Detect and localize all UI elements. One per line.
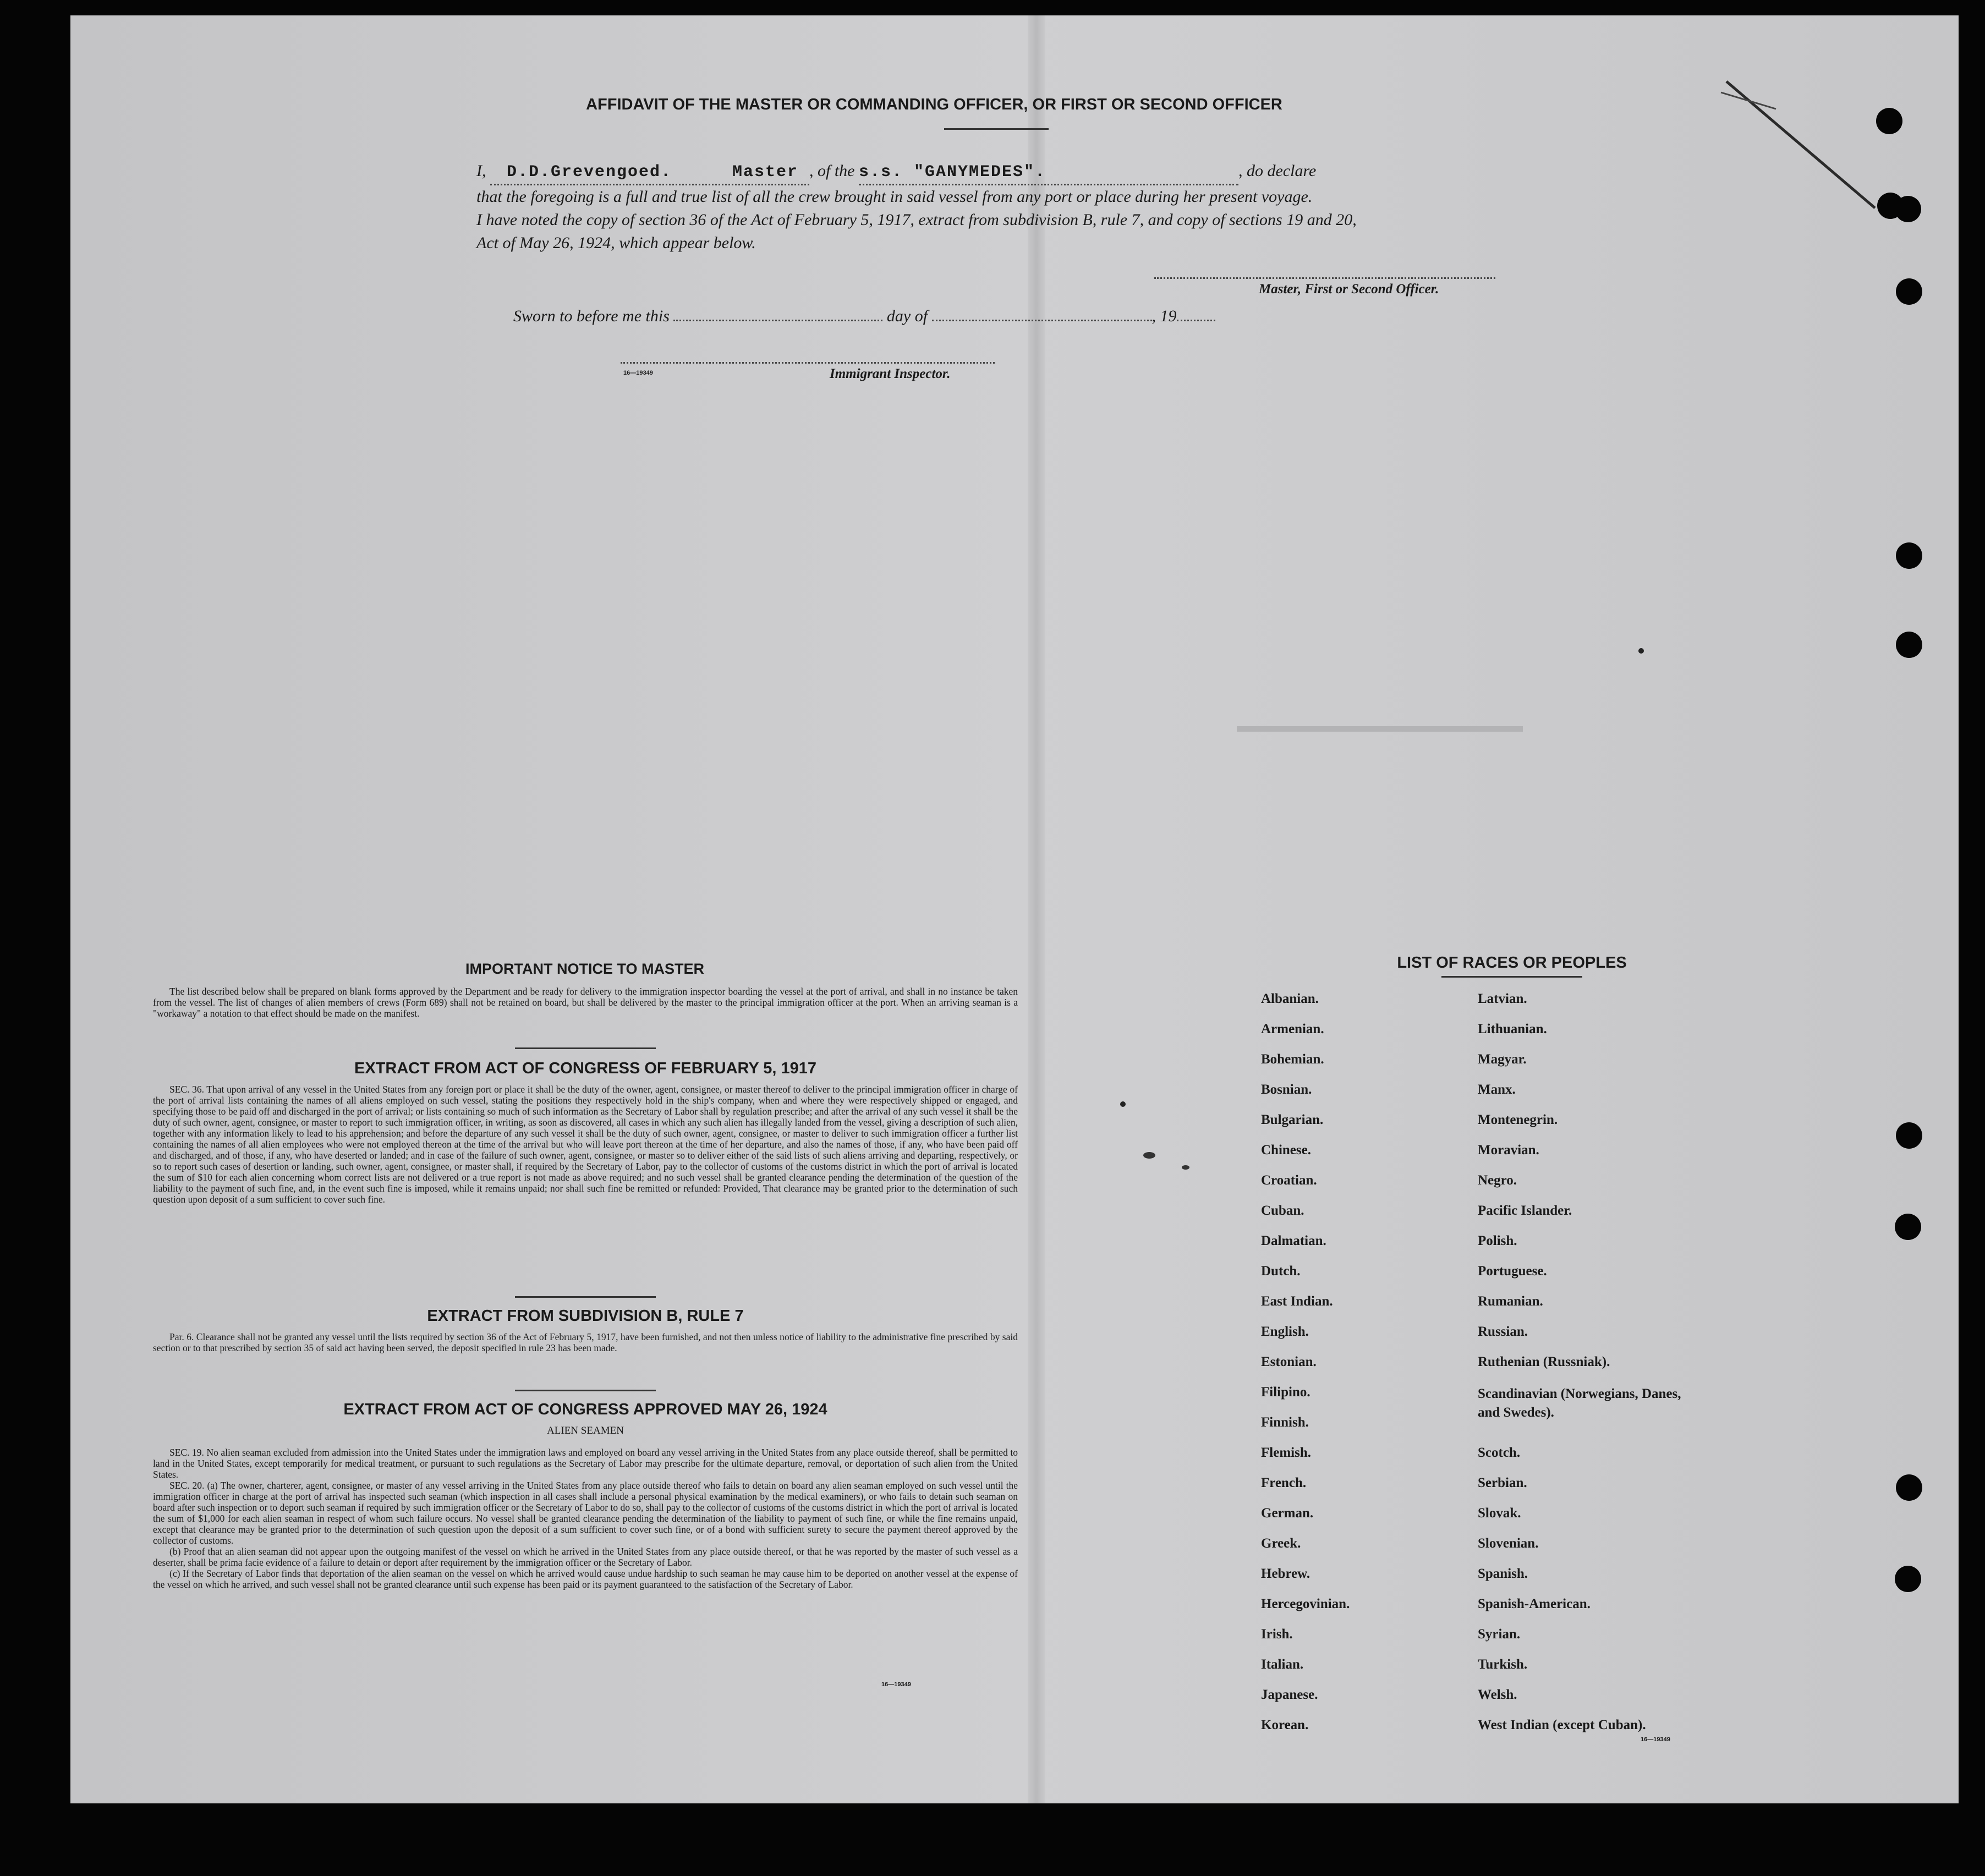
- year-label: , 19: [1151, 307, 1177, 325]
- punch-hole: [1895, 1566, 1921, 1592]
- of-the-label: , of the: [809, 162, 855, 180]
- races-title: LIST OF RACES OR PEOPLES: [1397, 954, 1627, 972]
- race-item: Latvian.: [1478, 991, 1527, 1006]
- race-item: Dalmatian.: [1261, 1233, 1326, 1248]
- sec-20c-text: (c) If the Secretary of Labor finds that deportation of the alien seaman on the vessel on which he arrived would cause undue hardship to such seaman he may cause him to be deported on another vessel at the expense of the vessel on which he arrived, and such vessel shall not be granted clearance until such expense has been paid or its payment guaranteed to the satisfaction of the Secretary of Labor.: [153, 1568, 1018, 1590]
- race-item: Serbian.: [1478, 1475, 1527, 1490]
- faded-mark: [1237, 726, 1523, 732]
- punch-hole: [1896, 542, 1922, 569]
- race-item: Hercegovinian.: [1261, 1597, 1350, 1611]
- rule-7-block: [153, 1331, 1018, 1353]
- race-item: Albanian.: [1261, 991, 1319, 1006]
- alien-seamen-subtitle: ALIEN SEAMEN: [547, 1425, 624, 1436]
- race-item: Scotch.: [1478, 1445, 1521, 1460]
- race-item: German.: [1261, 1506, 1314, 1521]
- race-item: Chinese.: [1261, 1143, 1311, 1158]
- sec-36-text: SEC. 36. That upon arrival of any vessel in the United States from any foreign port or place it shall be the duty of the owner, agent, consignee, or master thereof to deliver to the principal immigration officer in charge of the port of arrival lists containing the names of all aliens employed on such vessel, stating the positions they respectively hold in the ship's company, when and where they were respectively shipped or engaged, and specifying those to be paid off and discharged in the port of arrival; or lists containing so much of such information as the Secretary of Labor shall by regulation prescribe; and after the arrival of any such vessel it shall be the duty of such owner, agent, consignee, or master to report to such immigration officer, in writing, as soon as discovered, all cases in which any such alien has illegally landed from the vessel, giving a description of such alien, together with any information likely to lead to his apprehension; and before the departure of any such vessel it shall be the duty of such owner, agent, consignee, or master to deliver to such immigration officer a further list containing the names of all alien employees who were not employed thereon at the time of the arrival but who will leave port thereon at the time of her departure, and also the names of those, if any, who have been paid off and discharged, and of those, if any, who have deserted or landed; and in case of the failure of such owner, agent, consignee, or master so to deliver either of the said lists of such aliens arriving and departing, respectively, or so to report such cases of desertion or landing, such owner, agent, consignee, or master shall, if required by the Secretary of Labor, pay to the collector of customs of the customs district in which the port of arrival is located the sum of $10 for each alien concerning whom correct lists are not delivered or a true report is not made as above required; and no such vessel shall be granted clearance pending the determination of the question of the liability to the payment of such fine, and, in the event such fine is imposed, while it remains unpaid; nor shall such fine be remitted or refunded: Provided, That clearance may be granted prior to the determination of such question upon deposit of a sum sufficient to cover such fine.: [153, 1084, 1018, 1205]
- race-item: West Indian (except Cuban).: [1478, 1718, 1646, 1732]
- inspector-caption: Immigrant Inspector.: [830, 366, 951, 381]
- notice-text-block: [153, 986, 1018, 1019]
- affidavit-title: AFFIDAVIT OF THE MASTER OR COMMANDING OFFICER, OR FIRST OR SECOND OFFICER: [586, 96, 1282, 113]
- race-item: Hebrew.: [1261, 1566, 1310, 1581]
- race-item: Armenian.: [1261, 1022, 1324, 1036]
- sec-20a-text: SEC. 20. (a) The owner, charterer, agent, consignee, or master of any vessel arriving in the United States from any place outside thereof who fails to detain on board any alien seaman employed on such vessel until the immigration officer in charge at the port of arrival has inspected such seaman (which inspection in all cases shall include a personal physical examination by the medical examiners), or who fails to detain such seaman on board after such inspection or to deport such seaman if required by such immigration officer or the Secretary of Labor to do so, shall pay to the collector of customs of the customs district in which the port of arrival is located the sum of $1,000 for each alien seaman in respect of whom such failure occurs. No vessel shall be granted clearance pending the determination of the liability to payment of such fine, or while the fine remains unpaid, except that clearance may be granted prior to the determination of such question upon the deposit of a sum sufficient to cover such fine, or of a bond with sufficient surety to secure the payment thereof approved by the collector of customs.: [153, 1480, 1018, 1546]
- form-number: 16—19349: [623, 370, 653, 376]
- race-item: Croatian.: [1261, 1173, 1317, 1188]
- signature-caption: Master, First or Second Officer.: [1259, 282, 1439, 297]
- race-item: Lithuanian.: [1478, 1022, 1547, 1036]
- affidavit-line-2: that the foregoing is a full and true list of all the crew brought in said vessel from any port or place during her present voyage.: [476, 188, 1313, 206]
- do-declare-label: , do declare: [1238, 162, 1317, 180]
- divider: [515, 1047, 656, 1049]
- race-item: Syrian.: [1478, 1627, 1521, 1642]
- race-item: Welsh.: [1478, 1687, 1517, 1702]
- race-item: Filipino.: [1261, 1385, 1310, 1400]
- race-item: Polish.: [1478, 1233, 1517, 1248]
- race-item: Portuguese.: [1478, 1264, 1547, 1279]
- race-item: Korean.: [1261, 1718, 1309, 1732]
- sworn-day-field: [673, 320, 882, 321]
- sworn-month-field: [932, 320, 1152, 321]
- punch-hole: [1895, 1214, 1921, 1240]
- race-item: Irish.: [1261, 1627, 1293, 1642]
- divider: [515, 1296, 656, 1298]
- divider: [944, 128, 1049, 130]
- ink-speck: [1120, 1101, 1126, 1107]
- race-item: Magyar.: [1478, 1052, 1527, 1067]
- form-number: 16—19349: [881, 1681, 911, 1688]
- vessel-name-value: s.s. "GANYMEDES".: [859, 163, 1046, 182]
- race-item: Cuban.: [1261, 1203, 1304, 1218]
- affidavit-body: [476, 160, 1522, 255]
- race-item: Finnish.: [1261, 1415, 1309, 1430]
- notice-text: The list described below shall be prepared on blank forms approved by the Department and be ready for delivery to the immigration inspector boarding the vessel at the port of arrival, and shall in no instance be taken from the vessel. The list of changes of alien members of crews (Form 689) shall not be retained on board, but shall be delivered by the master to the principal immigration officer at the port. When an arriving seaman is a "workaway" a notation to that effect should be made on the manifest.: [153, 986, 1018, 1019]
- sworn-label: Sworn to before me this: [513, 307, 670, 325]
- punch-hole: [1896, 278, 1922, 305]
- crease-mark: [1710, 59, 1886, 224]
- rule-7-title: EXTRACT FROM SUBDIVISION B, RULE 7: [427, 1307, 744, 1325]
- sworn-year-field: [1177, 320, 1215, 321]
- race-item: Bohemian.: [1261, 1052, 1324, 1067]
- extract-1924-title: EXTRACT FROM ACT OF CONGRESS APPROVED MAY 26, 1924: [343, 1401, 827, 1418]
- punch-hole: [1896, 1474, 1922, 1501]
- punch-hole: [1896, 632, 1922, 658]
- page-fold: [1028, 15, 1045, 1803]
- race-item: Turkish.: [1478, 1657, 1528, 1672]
- race-item: Ruthenian (Russniak).: [1478, 1354, 1610, 1369]
- ink-speck: [1638, 648, 1644, 654]
- punch-hole: [1895, 196, 1921, 222]
- race-item: Spanish-American.: [1478, 1597, 1591, 1611]
- extract-1924-block: [153, 1447, 1018, 1590]
- race-item: Russian.: [1478, 1324, 1528, 1339]
- affidavit-line-3: I have noted the copy of section 36 of the Act of February 5, 1917, extract from subdivision B, rule 7, and copy of sections 19 and 20,: [476, 211, 1357, 229]
- race-item: French.: [1261, 1475, 1307, 1490]
- race-item: Rumanian.: [1478, 1294, 1543, 1309]
- ink-speck: [1182, 1165, 1189, 1170]
- master-rank-value: Master: [732, 163, 799, 182]
- race-item: Bulgarian.: [1261, 1112, 1324, 1127]
- divider: [515, 1390, 656, 1391]
- race-item: Greek.: [1261, 1536, 1301, 1551]
- race-item: Moravian.: [1478, 1143, 1539, 1158]
- race-item: Scandinavian (Norwegians, Danes, and Swedes).: [1478, 1386, 1681, 1420]
- extract-1917-block: [153, 1084, 1018, 1205]
- ink-speck: [1143, 1152, 1155, 1159]
- extract-1917-title: EXTRACT FROM ACT OF CONGRESS OF FEBRUARY 5, 1917: [354, 1060, 817, 1077]
- race-item: Pacific Islander.: [1478, 1203, 1572, 1218]
- punch-hole: [1896, 1122, 1922, 1149]
- race-item: English.: [1261, 1324, 1309, 1339]
- sec-20b-text: (b) Proof that an alien seaman did not appear upon the outgoing manifest of the vessel on which he arrived in the United States from any place outside thereof, or that he was reported by the master of such vessel as a deserter, shall be prima facie evidence of a failure to detain or deport after requirement by the immigration officer or the Secretary of Labor.: [153, 1546, 1018, 1568]
- race-item: Manx.: [1478, 1082, 1516, 1097]
- day-of-label: day of: [886, 307, 928, 325]
- race-item: Montenegrin.: [1478, 1112, 1558, 1127]
- race-item: Negro.: [1478, 1173, 1517, 1188]
- sworn-line: [513, 307, 1215, 326]
- divider: [1441, 976, 1582, 978]
- document-page: [70, 15, 1959, 1803]
- race-item: Dutch.: [1261, 1264, 1301, 1279]
- race-item: Estonian.: [1261, 1354, 1317, 1369]
- master-name-value: D.D.Grevengoed.: [507, 163, 672, 182]
- race-item: Slovenian.: [1478, 1536, 1539, 1551]
- race-item: Bosnian.: [1261, 1082, 1312, 1097]
- race-item: East Indian.: [1261, 1294, 1333, 1309]
- affidavit-i: I,: [476, 162, 486, 180]
- signature-line: [1154, 277, 1495, 279]
- par-6-text: Par. 6. Clearance shall not be granted any vessel until the lists required by section 36 of the Act of February 5, 1917, have been furnished, and not then unless notice of liability to the administrative fine prescribed by said section or to that prescribed by section 35 of said act having been served, the deposit specified in rule 23 has been made.: [153, 1331, 1018, 1353]
- race-item: Spanish.: [1478, 1566, 1528, 1581]
- sec-19-text: SEC. 19. No alien seaman excluded from admission into the United States under the immigration laws and employed on board any vessel arriving in the United States from any place outside thereof, shall be permitted to land in the United States, except temporarily for medical treatment, or pursuant to such regulations as the Secretary of Labor may prescribe for the ultimate departure, removal, or deportation of such alien from the United States.: [153, 1447, 1018, 1480]
- affidavit-line-4: Act of May 26, 1924, which appear below.: [476, 234, 756, 252]
- notice-title: IMPORTANT NOTICE TO MASTER: [465, 961, 704, 977]
- form-number: 16—19349: [1641, 1736, 1670, 1743]
- affidavit-line-1: [476, 160, 1522, 185]
- inspector-line: [621, 362, 995, 364]
- race-item: Japanese.: [1261, 1687, 1318, 1702]
- race-item: Italian.: [1261, 1657, 1304, 1672]
- race-item: Flemish.: [1261, 1445, 1311, 1460]
- race-item: Slovak.: [1478, 1506, 1521, 1521]
